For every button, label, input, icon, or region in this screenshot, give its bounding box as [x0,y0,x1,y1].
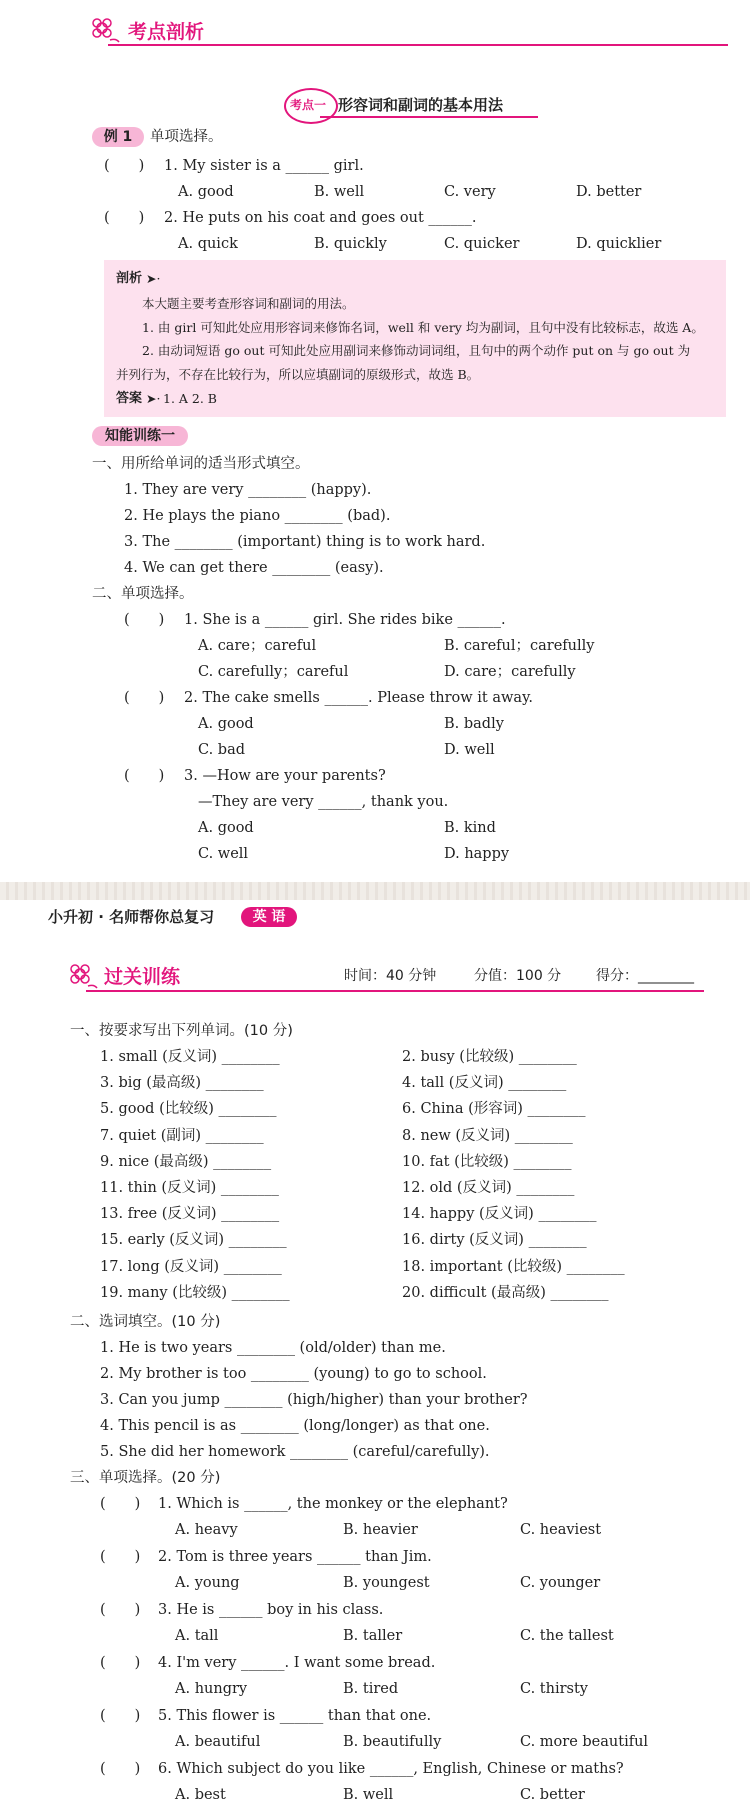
word-item: 12. old (反义词) ________ [402,1180,575,1196]
example-type: 单项选择。 [150,129,223,145]
section-header-guoguan: 过关训练 [104,966,181,988]
section-title: 一、按要求写出下列单词。(10 分) [70,1023,293,1039]
part-title: 二、单项选择。 [92,586,194,602]
option: A. quick [178,236,238,252]
word-item: 14. happy (反义词) ________ [402,1206,597,1223]
option: B. heavier [343,1522,418,1538]
option: A. good [178,184,234,200]
page-divider [0,882,750,900]
option: A. best [175,1787,226,1803]
answer-paren[interactable]: ( ) [100,1761,141,1777]
book-title: 小升初 · 名师帮你总复习 [48,908,215,926]
question-stem: 5. This flower is ______ than that one. [158,1708,432,1724]
topic-underline [320,116,538,118]
option: D. well [444,742,495,758]
flower-icon [88,14,122,48]
header-line [108,44,728,46]
answer-paren[interactable]: ( ) [124,768,165,784]
question-stem: 1. Which is ______, the monkey or the elephant? [158,1496,508,1512]
option: C. younger [520,1575,601,1591]
fill-item: 1. They are very ________ (happy). [124,482,372,498]
option: A. good [198,716,254,732]
answer-paren[interactable]: ( ) [100,1655,141,1671]
answer-paren[interactable]: ( ) [104,158,145,174]
score-label: 分值：100 分 [474,968,562,984]
topic-badge-label: 考点一 [290,98,327,112]
answer-paren[interactable]: ( ) [100,1708,141,1724]
word-item: 10. fat (比较级) ________ [402,1153,572,1170]
word-item: 7. quiet (副词) ________ [100,1127,264,1144]
option: A. good [198,820,254,836]
word-item: 3. big (最高级) ________ [100,1075,264,1092]
chevron-right-icon: ➤· [146,271,161,286]
word-item: 17. long (反义词) ________ [100,1258,282,1275]
option: C. thirsty [520,1681,588,1697]
word-item: 13. free (反义词) ________ [100,1206,280,1223]
answer-paren[interactable]: ( ) [100,1602,141,1618]
option: A. heavy [175,1522,238,1538]
question-stem: 1. My sister is a ______ girl. [164,158,364,174]
option: C. well [198,846,249,862]
option: B. quickly [314,236,387,252]
word-item: 1. small (反义词) ________ [100,1049,280,1065]
answer-paren[interactable]: ( ) [104,210,145,226]
example-badge: 例 1 [92,127,144,147]
word-item: 11. thin (反义词) ________ [100,1180,279,1196]
option: B. kind [444,820,496,836]
question-stem-2: —They are very ______, thank you. [198,794,449,810]
question-stem: 2. The cake smells ______. Please throw it away. [184,690,533,706]
option: C. bad [198,742,246,758]
training-badge: 知能训练一 [92,426,188,446]
option: B. well [343,1787,394,1803]
word-item: 16. dirty (反义词) ________ [402,1232,587,1249]
section-header-kaodian: 考点剖析 [128,21,205,43]
answer-paren[interactable]: ( ) [100,1549,141,1565]
section-title: 三、单项选择。(20 分) [70,1470,221,1486]
option: B. taller [343,1628,403,1644]
fill-item: 1. He is two years ________ (old/older) than me. [100,1340,446,1356]
answer-paren[interactable]: ( ) [124,612,165,628]
part-title: 一、用所给单词的适当形式填空。 [92,456,310,472]
fill-item: 3. Can you jump ________ (high/higher) than your brother? [100,1392,528,1408]
question-stem: 6. Which subject do you like ______, English, Chinese or maths? [158,1761,624,1777]
option: A. young [175,1575,240,1591]
analysis-line: 并列行为，不存在比较行为，所以应填副词的原级形式，故选 B。 [116,367,480,382]
option: B. tired [343,1681,399,1697]
fill-item: 3. The ________ (important) thing is to work hard. [124,534,486,550]
subject-badge: 英 语 [241,907,297,927]
option: B. youngest [343,1575,430,1591]
time-label: 时间：40 分钟 [344,968,437,984]
question-stem: 3. He is ______ boy in his class. [158,1602,384,1618]
option: C. better [520,1787,585,1803]
word-item: 4. tall (反义词) ________ [402,1075,567,1092]
header-line [86,990,704,992]
option: D. better [576,184,642,200]
question-stem: 2. Tom is three years ______ than Jim. [158,1549,432,1565]
option: A. beautiful [175,1734,261,1750]
option: C. the tallest [520,1628,614,1644]
question-stem: 4. I'm very ______. I want some bread. [158,1655,436,1671]
analysis-line: 1. 由 girl 可知此处应用形容词来修饰名词，well 和 very 均为副词，且句中没有比较标志，故选 A。 [142,320,704,335]
word-item: 15. early (反义词) ________ [100,1232,287,1249]
word-item: 8. new (反义词) ________ [402,1127,573,1144]
word-item: 20. difficult (最高级) ________ [402,1284,609,1301]
option: D. care；carefully [444,664,576,680]
flower-icon [66,960,100,994]
got-label: 得分：________ [596,968,694,984]
option: C. more beautiful [520,1734,649,1750]
answer-text: 1. A 2. B [163,391,217,406]
option: C. very [444,184,496,200]
option: A. hungry [175,1681,248,1697]
analysis-label: 剖析 [116,271,143,286]
question-stem: 2. He puts on his coat and goes out ______. [164,210,477,226]
word-item: 9. nice (最高级) ________ [100,1153,272,1170]
answer-paren[interactable]: ( ) [100,1496,141,1512]
option: B. badly [444,716,504,732]
option: B. well [314,184,365,200]
fill-item: 5. She did her homework ________ (careful/carefully). [100,1444,490,1460]
answer-label: 答案 [116,391,143,406]
fill-item: 2. My brother is too ________ (young) to go to school. [100,1366,487,1382]
topic-title: 形容词和副词的基本用法 [338,96,504,114]
option: B. careful；carefully [444,638,595,654]
option: D. quicklier [576,236,662,252]
answer-paren[interactable]: ( ) [124,690,165,706]
analysis-line: 2. 由动词短语 go out 可知此处应用副词来修饰动词词组，且句中的两个动作 put on 与 go out 为 [142,343,691,358]
word-item: 5. good (比较级) ________ [100,1101,277,1118]
chevron-right-icon: ➤· [146,391,161,406]
fill-item: 2. He plays the piano ________ (bad). [124,508,391,524]
option: C. quicker [444,236,520,252]
word-item: 19. many (比较级) ________ [100,1284,290,1301]
word-item: 6. China (形容词) ________ [402,1101,586,1118]
option: B. beautifully [343,1734,442,1750]
option: D. happy [444,846,510,862]
question-stem: 1. She is a ______ girl. She rides bike ______. [184,612,506,628]
option: A. tall [175,1628,219,1644]
fill-item: 4. This pencil is as ________ (long/longer) as that one. [100,1418,490,1434]
analysis-line: 本大题主要考查形容词和副词的用法。 [142,296,355,311]
question-stem: 3. —How are your parents? [184,768,386,784]
section-title: 二、选词填空。(10 分) [70,1314,221,1330]
word-item: 2. busy (比较级) ________ [402,1049,577,1065]
option: C. heaviest [520,1522,602,1538]
fill-item: 4. We can get there ________ (easy). [124,560,384,576]
option: C. carefully；careful [198,664,349,680]
option: A. care；careful [198,638,317,654]
word-item: 18. important (比较级) ________ [402,1258,625,1275]
